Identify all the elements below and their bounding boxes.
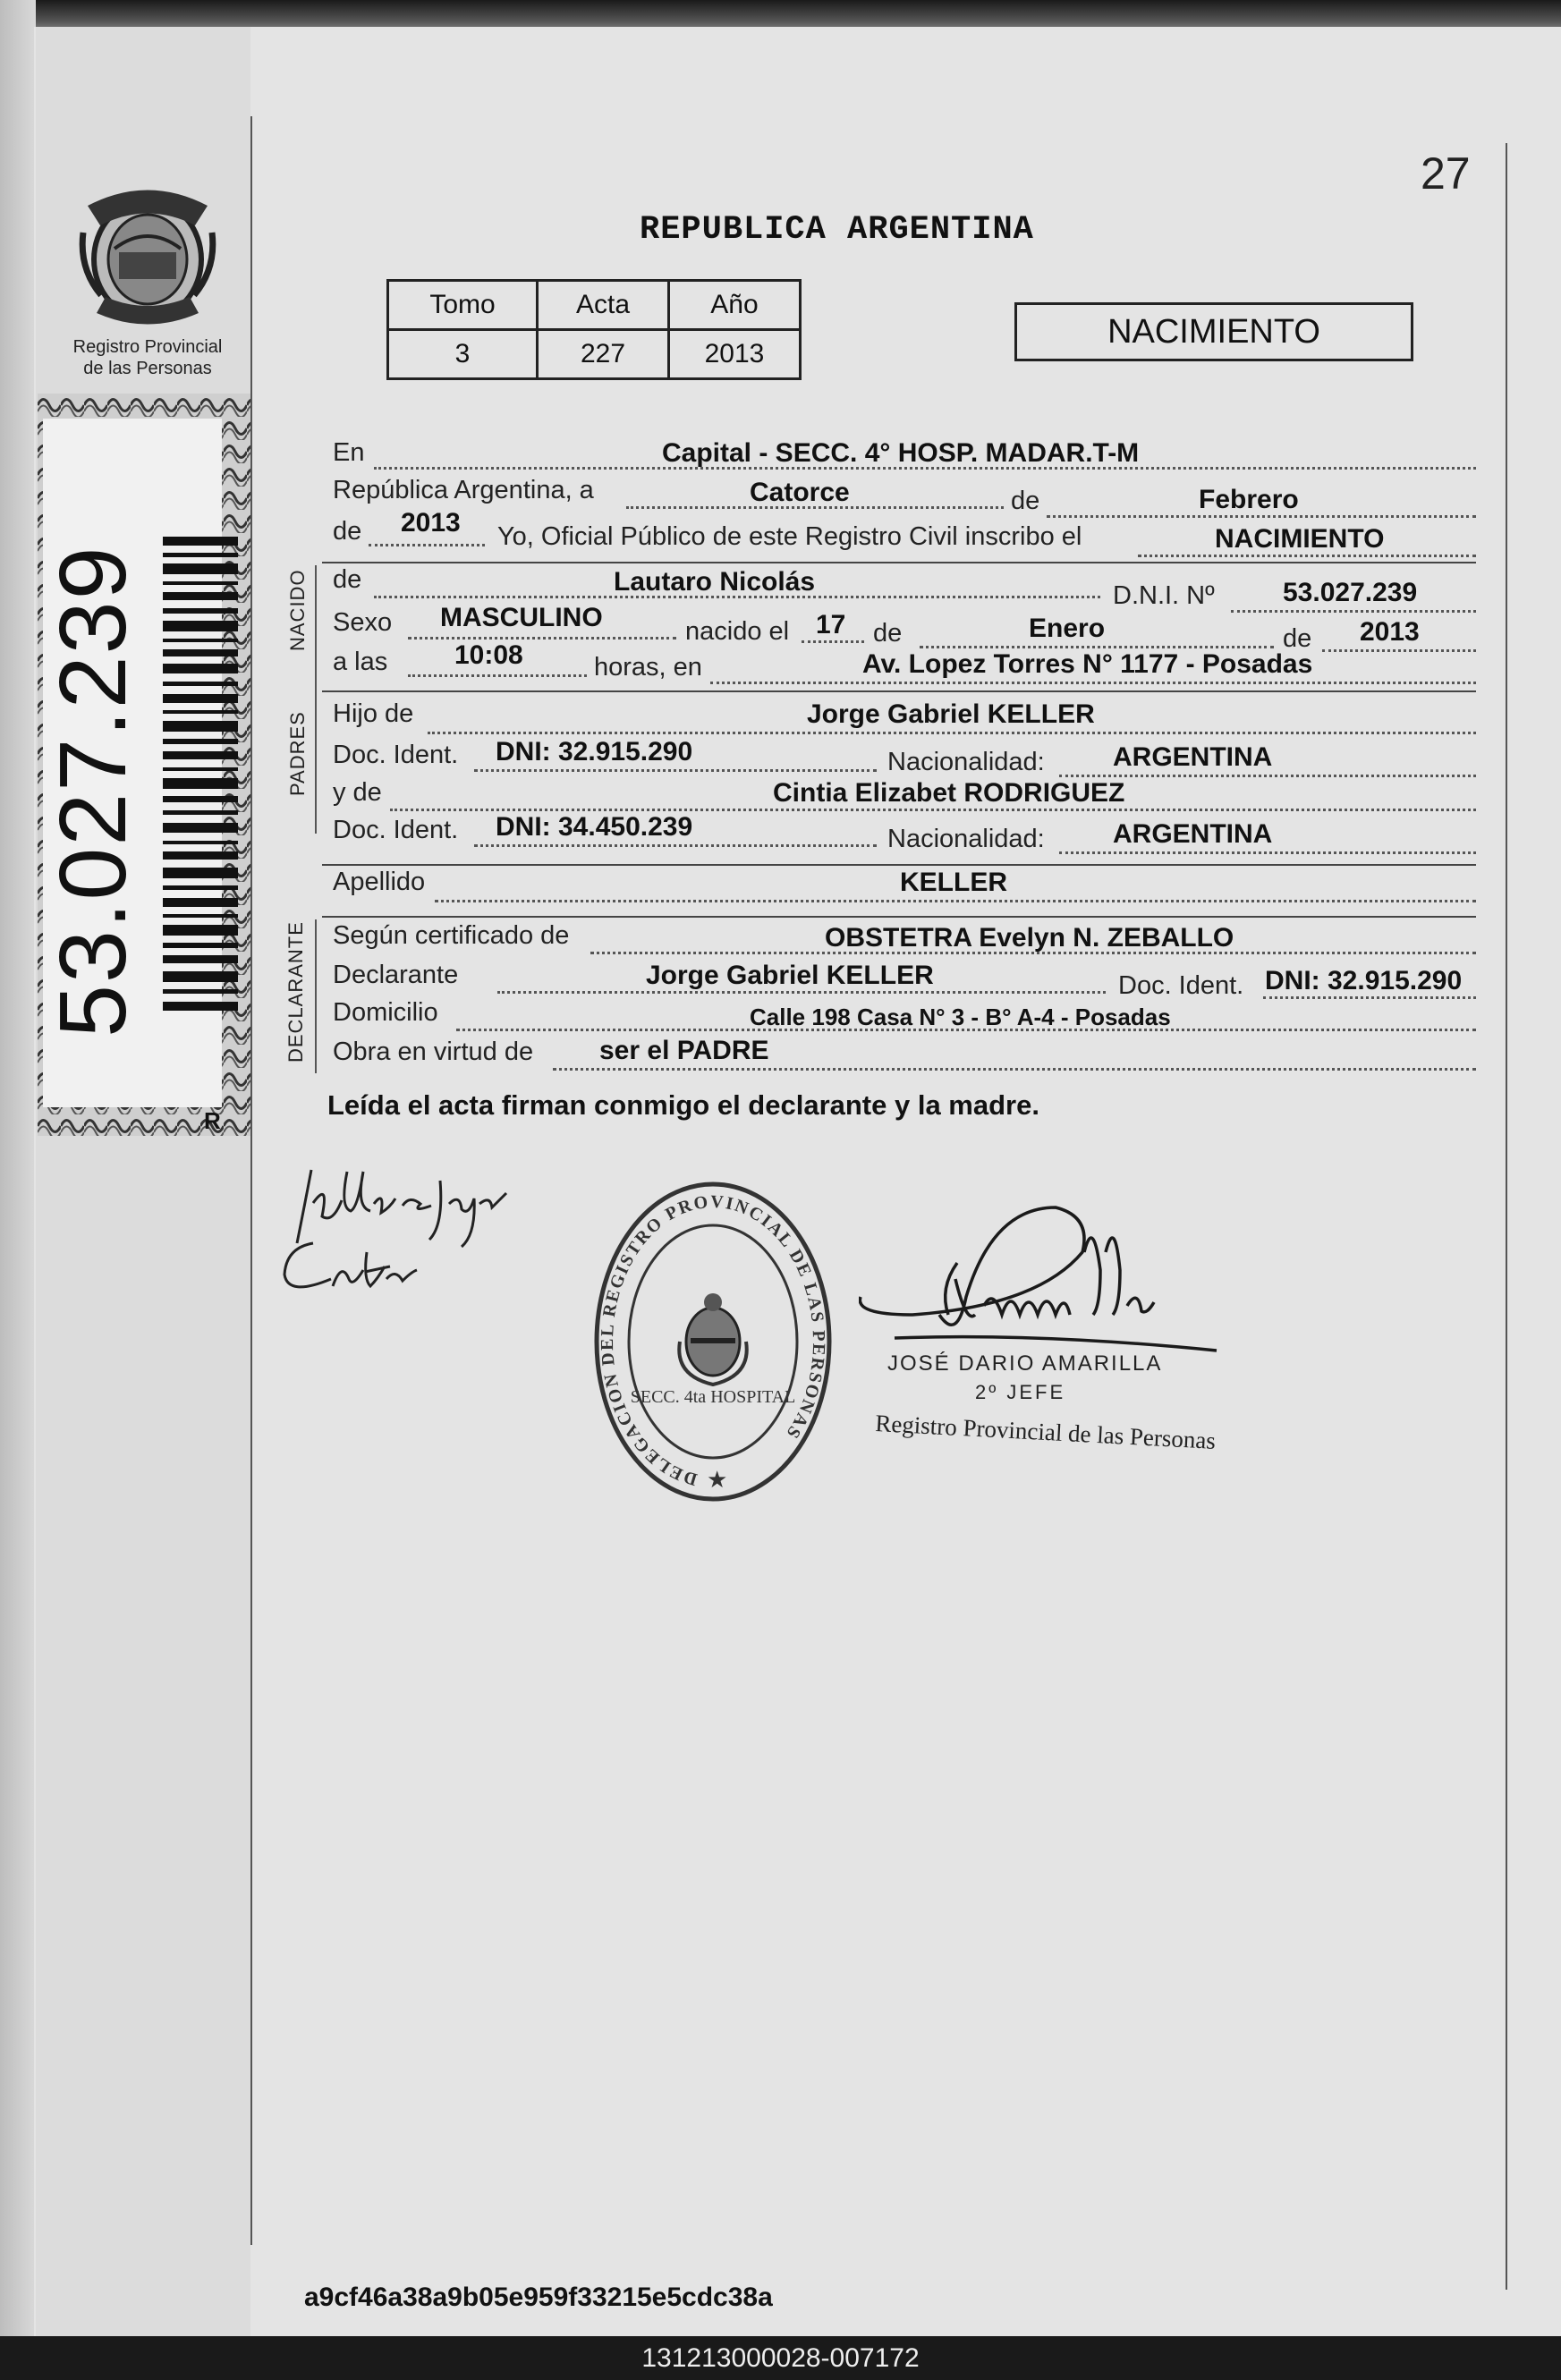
registry-caption: Registro Provincial de las Personas xyxy=(72,337,223,378)
value-mes-nac: Enero xyxy=(1029,614,1106,643)
section-divider xyxy=(322,916,1476,918)
footer-code: 131213000028-007172 xyxy=(0,2336,1561,2380)
dotted-line xyxy=(428,732,1476,734)
section-divider xyxy=(322,562,1476,563)
table-cell: 227 xyxy=(538,330,669,379)
label-doc-ident2: Doc. Ident. xyxy=(333,816,459,844)
dotted-line xyxy=(497,991,1106,994)
stamp-ring-text: DELEGACION DEL REGISTRO PROVINCIAL DE LAS PERSONAS xyxy=(597,1191,829,1490)
closing-statement: Leída el acta firman conmigo el declarante y la madre. xyxy=(327,1089,1039,1121)
table-header: Acta xyxy=(538,281,669,330)
side-label-padres: PADRES xyxy=(286,711,309,796)
dotted-line xyxy=(1322,649,1476,652)
dotted-line xyxy=(1138,555,1476,557)
label-segun: Según certificado de xyxy=(333,921,570,950)
tomo-acta-table xyxy=(386,279,802,380)
dotted-line xyxy=(369,544,485,546)
stamp-inner-text: SECC. 4ta HOSPITAL xyxy=(630,1387,796,1407)
value-madre-nac: ARGENTINA xyxy=(1113,819,1273,849)
section-rule xyxy=(315,565,317,699)
value-obra: ser el PADRE xyxy=(599,1036,769,1065)
value-anio-registro: 2013 xyxy=(401,508,461,538)
label-y-de: y de xyxy=(333,778,382,807)
dotted-line xyxy=(802,640,864,643)
label-de-anio: de xyxy=(1283,624,1312,653)
document-title: REPUBLICA ARGENTINA xyxy=(640,211,1034,249)
dotted-line xyxy=(553,1068,1476,1071)
table-header: Tomo xyxy=(388,281,538,330)
barcode-number: 53.027.239 xyxy=(40,545,146,1038)
star-icon: ★ xyxy=(707,1466,728,1493)
scan-left-edge xyxy=(0,0,36,2343)
table-header: Año xyxy=(669,281,801,330)
value-dia-texto: Catorce xyxy=(750,478,850,507)
dotted-line xyxy=(474,769,877,772)
label-sexo: Sexo xyxy=(333,608,393,637)
dotted-line xyxy=(474,844,877,847)
dotted-line xyxy=(1263,996,1476,999)
label-doc-ident3: Doc. Ident. xyxy=(1118,971,1244,1000)
label-a-las: a las xyxy=(333,648,388,676)
value-dia-nac: 17 xyxy=(816,610,846,639)
right-rule xyxy=(1506,143,1507,2290)
value-domicilio: Calle 198 Casa N° 3 - B° A-4 - Posadas xyxy=(750,1004,1171,1030)
value-nombre: Lautaro Nicolás xyxy=(614,567,816,597)
label-en: En xyxy=(333,438,365,467)
label-dni: D.N.I. Nº xyxy=(1113,581,1215,610)
value-padre-nac: ARGENTINA xyxy=(1113,742,1273,772)
section-divider xyxy=(322,864,1476,866)
dotted-line xyxy=(390,809,1476,811)
label-nacionalidad: Nacionalidad: xyxy=(887,748,1045,776)
dotted-line xyxy=(710,682,1476,684)
value-mes-texto: Febrero xyxy=(1199,485,1299,514)
office-stamp xyxy=(590,1179,836,1505)
label-republica: República Argentina, a xyxy=(333,476,594,504)
declarant-signatures xyxy=(277,1154,528,1315)
section-rule xyxy=(315,919,317,1073)
label-doc-ident: Doc. Ident. xyxy=(333,741,459,769)
officer-signature xyxy=(860,1207,1217,1351)
label-hijo-de: Hijo de xyxy=(333,699,414,728)
value-sexo: MASCULINO xyxy=(440,603,603,632)
section-divider xyxy=(322,690,1476,692)
margin-rule xyxy=(250,116,252,2245)
officer-role: 2º JEFE xyxy=(975,1381,1066,1403)
table-row xyxy=(388,330,801,379)
dotted-line xyxy=(408,674,587,677)
table-cell: 3 xyxy=(388,330,538,379)
table-cell: 2013 xyxy=(669,330,801,379)
argentina-coat-of-arms-icon xyxy=(679,1293,746,1385)
value-hora: 10:08 xyxy=(454,640,523,670)
value-certificado: OBSTETRA Evelyn N. ZEBALLO xyxy=(825,923,1234,953)
label-nacido-el: nacido el xyxy=(685,617,790,646)
dotted-line xyxy=(408,637,676,639)
misiones-seal-icon xyxy=(79,179,216,329)
label-horas-en: horas, en xyxy=(594,653,702,682)
value-padre: Jorge Gabriel KELLER xyxy=(807,699,1095,729)
value-declarante: Jorge Gabriel KELLER xyxy=(646,961,934,990)
value-apellido: KELLER xyxy=(900,868,1007,897)
signature-keller-jorge xyxy=(297,1170,506,1247)
label-declarante: Declarante xyxy=(333,961,459,989)
label-de: de xyxy=(1011,487,1040,515)
side-label-nacido: NACIDO xyxy=(286,569,309,651)
value-dni: 53.027.239 xyxy=(1283,578,1418,607)
dotted-line xyxy=(1059,775,1476,777)
value-madre: Cintia Elizabet RODRIGUEZ xyxy=(773,778,1125,808)
section-rule xyxy=(315,694,317,834)
value-lugar-nac: Av. Lopez Torres N° 1177 - Posadas xyxy=(862,649,1313,679)
officer-office: Registro Provincial de las Personas xyxy=(874,1410,1217,1454)
dotted-line xyxy=(1059,851,1476,854)
svg-text:R: R xyxy=(204,1107,221,1134)
officer-signature-block xyxy=(859,1181,1234,1467)
label-nacionalidad2: Nacionalidad: xyxy=(887,825,1045,853)
value-madre-doc: DNI: 34.450.239 xyxy=(496,812,693,842)
dotted-line xyxy=(1047,515,1476,518)
value-lugar: Capital - SECC. 4° HOSP. MADAR.T-M xyxy=(662,438,1140,468)
value-anio-nac: 2013 xyxy=(1360,617,1420,647)
label-domicilio: Domicilio xyxy=(333,998,438,1027)
record-type-box: NACIMIENTO xyxy=(1014,302,1413,361)
dotted-line xyxy=(1231,610,1476,613)
document-hash: a9cf46a38a9b05e959f33215e5cdc38a xyxy=(304,2283,773,2312)
value-padre-doc: DNI: 32.915.290 xyxy=(496,737,693,767)
label-de-name: de xyxy=(333,565,362,594)
side-label-declarante: DECLARANTE xyxy=(284,921,307,1063)
page-number: 27 xyxy=(1421,148,1471,199)
signature-cintia xyxy=(284,1243,417,1287)
label-de2: de xyxy=(333,517,362,546)
value-inscribe: NACIMIENTO xyxy=(1215,524,1385,554)
label-apellido: Apellido xyxy=(333,868,426,896)
officer-name: JOSÉ DARIO AMARILLA xyxy=(887,1351,1163,1376)
table-header-row xyxy=(388,281,801,330)
dotted-line xyxy=(435,900,1476,902)
value-declarante-doc: DNI: 32.915.290 xyxy=(1265,966,1463,995)
label-de-mes: de xyxy=(873,619,903,648)
dotted-line xyxy=(920,646,1274,648)
label-yo: Yo, Oficial Público de este Registro Civil inscribo el xyxy=(497,522,1082,551)
label-obra: Obra en virtud de xyxy=(333,1038,534,1066)
